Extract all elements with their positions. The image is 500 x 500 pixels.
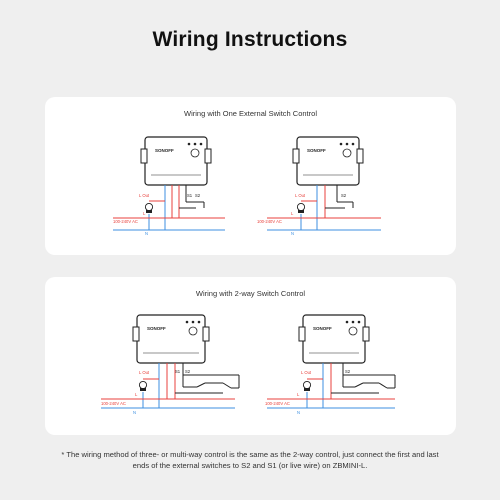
label-load: L Out bbox=[139, 193, 150, 198]
diagram-two-way-left bbox=[101, 315, 239, 415]
label-live: L bbox=[143, 211, 146, 216]
diagram-one-switch-left bbox=[113, 137, 225, 236]
bulb-icon bbox=[297, 203, 304, 213]
bulb-icon bbox=[139, 381, 146, 391]
label-neutral: N bbox=[291, 231, 295, 236]
device-module-icon bbox=[299, 315, 369, 363]
bulb-icon bbox=[303, 381, 310, 391]
device-module-icon bbox=[133, 315, 209, 363]
device-brand: SONOFF bbox=[313, 326, 332, 331]
label-neutral: N bbox=[133, 410, 137, 415]
wiring-diagrams bbox=[45, 97, 456, 255]
diagram-two-way-right bbox=[265, 315, 395, 415]
wiring-panel-one-switch bbox=[45, 97, 456, 255]
device-brand: SONOFF bbox=[307, 148, 326, 153]
label-live: L bbox=[291, 211, 294, 216]
wiring-panel-two-way bbox=[45, 277, 456, 435]
label-neutral: N bbox=[297, 410, 301, 415]
device-module-icon bbox=[293, 137, 363, 185]
device-brand: SONOFF bbox=[155, 148, 174, 153]
device-brand: SONOFF bbox=[147, 326, 166, 331]
label-s1: S1 bbox=[187, 193, 193, 198]
switch-icon bbox=[331, 375, 395, 393]
label-neutral: N bbox=[145, 231, 149, 236]
label-s1: S1 bbox=[175, 369, 181, 374]
label-load: L Out bbox=[295, 193, 306, 198]
label-s2: S2 bbox=[341, 193, 347, 198]
page-title: Wiring Instructions bbox=[152, 28, 348, 51]
label-live: L bbox=[135, 392, 138, 397]
panel-title: Wiring with 2-way Switch Control bbox=[195, 289, 306, 298]
bulb-icon bbox=[145, 203, 152, 213]
label-s2: S2 bbox=[195, 193, 201, 198]
label-supply: 100-240V AC bbox=[265, 401, 290, 406]
footnote: * The wiring method of three- or multi-way control is the same as the 2-way control, just connect the first and last ends of the external switches to S2 and S1 (or live wire) on ZBMINI-L. bbox=[61, 450, 439, 470]
label-live: L bbox=[297, 392, 300, 397]
label-supply: 100-240V AC bbox=[257, 219, 282, 224]
diagram-one-switch-right bbox=[257, 137, 381, 236]
device-module-icon bbox=[141, 137, 211, 185]
label-load: L Out bbox=[301, 370, 312, 375]
label-s2: S2 bbox=[185, 369, 191, 374]
label-s2: S2 bbox=[345, 369, 351, 374]
wiring-diagrams bbox=[45, 277, 456, 435]
label-load: L Out bbox=[139, 370, 150, 375]
switch-icon bbox=[175, 375, 239, 393]
label-supply: 100-240V AC bbox=[101, 401, 126, 406]
label-supply: 100-240V AC bbox=[113, 219, 138, 224]
panel-title: Wiring with One External Switch Control bbox=[184, 109, 317, 118]
